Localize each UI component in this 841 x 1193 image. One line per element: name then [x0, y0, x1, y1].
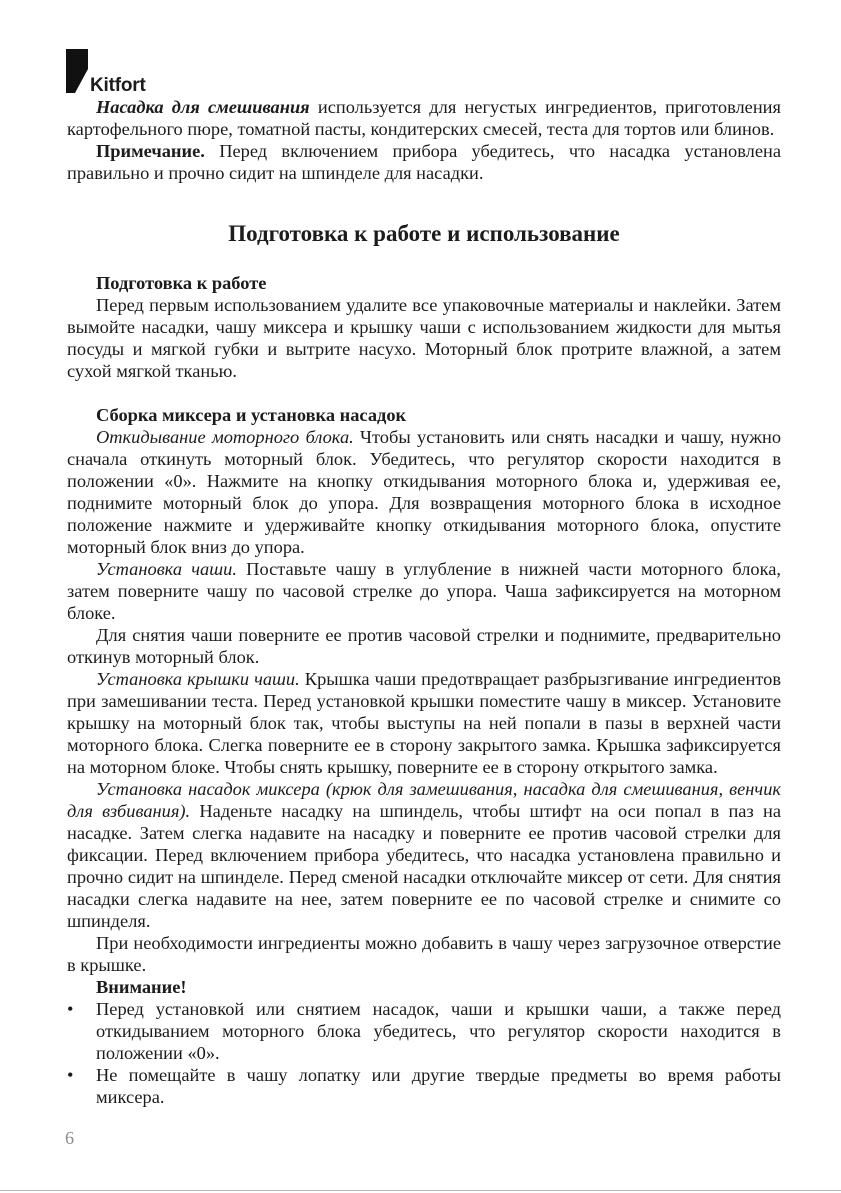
assembly-heading: Сборка миксера и установка насадок [96, 405, 407, 425]
warning-heading: Внимание! [96, 977, 187, 997]
note-text: Перед включением прибора убедитесь, что насадка установлена правильно и прочно сидит на шпинделе для насадки. [67, 141, 781, 183]
page-bottom-rule [0, 1190, 841, 1191]
bowl-remove-paragraph: Для снятия чаши поверните ее против часовой стрелки и поднимите, предварительно откинув моторный блок. [67, 625, 781, 667]
warning-list [67, 998, 781, 1108]
tilt-text: Чтобы установить или снять насадки и чашу, нужно сначала откинуть моторный блок. Убедитесь, что регулятор скорости находится в положении «0». Нажмите на кнопку откидывания моторного блока и, удерживая ее, поднимите моторный блок до упора. Для возвращения моторного блока в исходное положение нажмите и удерживайте кнопку откидывания моторного блока, опустите моторный блок вниз до упора. [67, 427, 782, 557]
intro-text-1: используется для негустых ингредиентов, приготовления картофельного пюре, томатной пасты, кондитерских смесей, теста для тортов или блинов. [67, 97, 781, 139]
warning-item-text: Не помещайте в чашу лопатку или другие твердые предметы во время работы миксера. [96, 1065, 781, 1107]
intro-lead-mixing-attachment: Насадка для смешивания [96, 97, 310, 117]
lid-lead: Установка крышки чаши. [96, 669, 300, 689]
brand-logo-text: Kitfort [90, 75, 146, 96]
tilt-paragraph [67, 426, 781, 558]
bullet-icon: • [67, 999, 74, 1019]
note-lead: Примечание. [96, 141, 205, 161]
attach-text: Наденьте насадку на шпиндель, чтобы штифт на оси попал в паз на насадке. Затем слегка надавите на насадку и поверните ее против часовой стрелки для фиксации. Перед включением прибора убедитесь, что насадка установлена правильно и прочно сидит на шпинделе. Перед сменой насадки отключайте миксер от сети. Для снятия насадки слегка надавите на нее, затем поверните ее по часовой стрелке и снимите со шпинделя. [67, 801, 781, 931]
lid-paragraph [67, 668, 781, 778]
page-content [67, 96, 781, 1108]
attach-lead: Установка насадок миксера (крюк для замешивания, насадка для смешивания, венчик для взбивания). [67, 779, 781, 821]
section-title: Подготовка к работе и использование [228, 221, 620, 246]
prep-paragraph: Перед первым использованием удалите все упаковочные материалы и наклейки. Затем вымойте насадки, чашу миксера и крышку чаши с использованием жидкости для мытья посуды и мягкой губки и вытрите насухо. Моторный блок протрите влажной, а затем сухой мягкой тканью. [67, 295, 781, 381]
ingredients-paragraph: При необходимости ингредиенты можно добавить в чашу через загрузочное отверстие в крышке. [67, 933, 781, 975]
warning-item [67, 998, 781, 1064]
intro-paragraph-2 [67, 140, 781, 184]
tilt-lead: Откидывание моторного блока. [96, 427, 354, 447]
bowl-paragraph [67, 558, 781, 624]
bowl-lead: Установка чаши. [96, 559, 237, 579]
kitfort-logo-icon [66, 49, 88, 93]
lid-text: Крышка чаши предотвращает разбрызгивание ингредиентов при замешивании теста. Перед установкой крышки поместите чашу в миксер. Установите крышку на моторный блок так, чтобы выступы на ней попали в пазы в верхней части моторного блока. Слегка поверните ее в сторону закрытого замка. Крышка зафиксируется на моторном блоке. Чтобы снять крышку, поверните ее в сторону открытого замка. [67, 669, 781, 777]
intro-paragraph-1 [67, 96, 781, 140]
bullet-icon: • [67, 1065, 74, 1085]
page-number: 6 [65, 1128, 74, 1148]
attach-paragraph [67, 778, 781, 932]
bowl-text: Поставьте чашу в углубление в нижней части моторного блока, затем поверните чашу по часовой стрелке до упора. Чаша зафиксируется на моторном блоке. [67, 559, 781, 623]
prep-heading: Подготовка к работе [96, 273, 267, 293]
warning-item [67, 1064, 781, 1108]
warning-item-text: Перед установкой или снятием насадок, чаши и крышки чаши, а также перед откидыванием моторного блока убедитесь, что регулятор скорости находится в положении «0». [96, 999, 781, 1063]
brand-logo [66, 49, 146, 96]
